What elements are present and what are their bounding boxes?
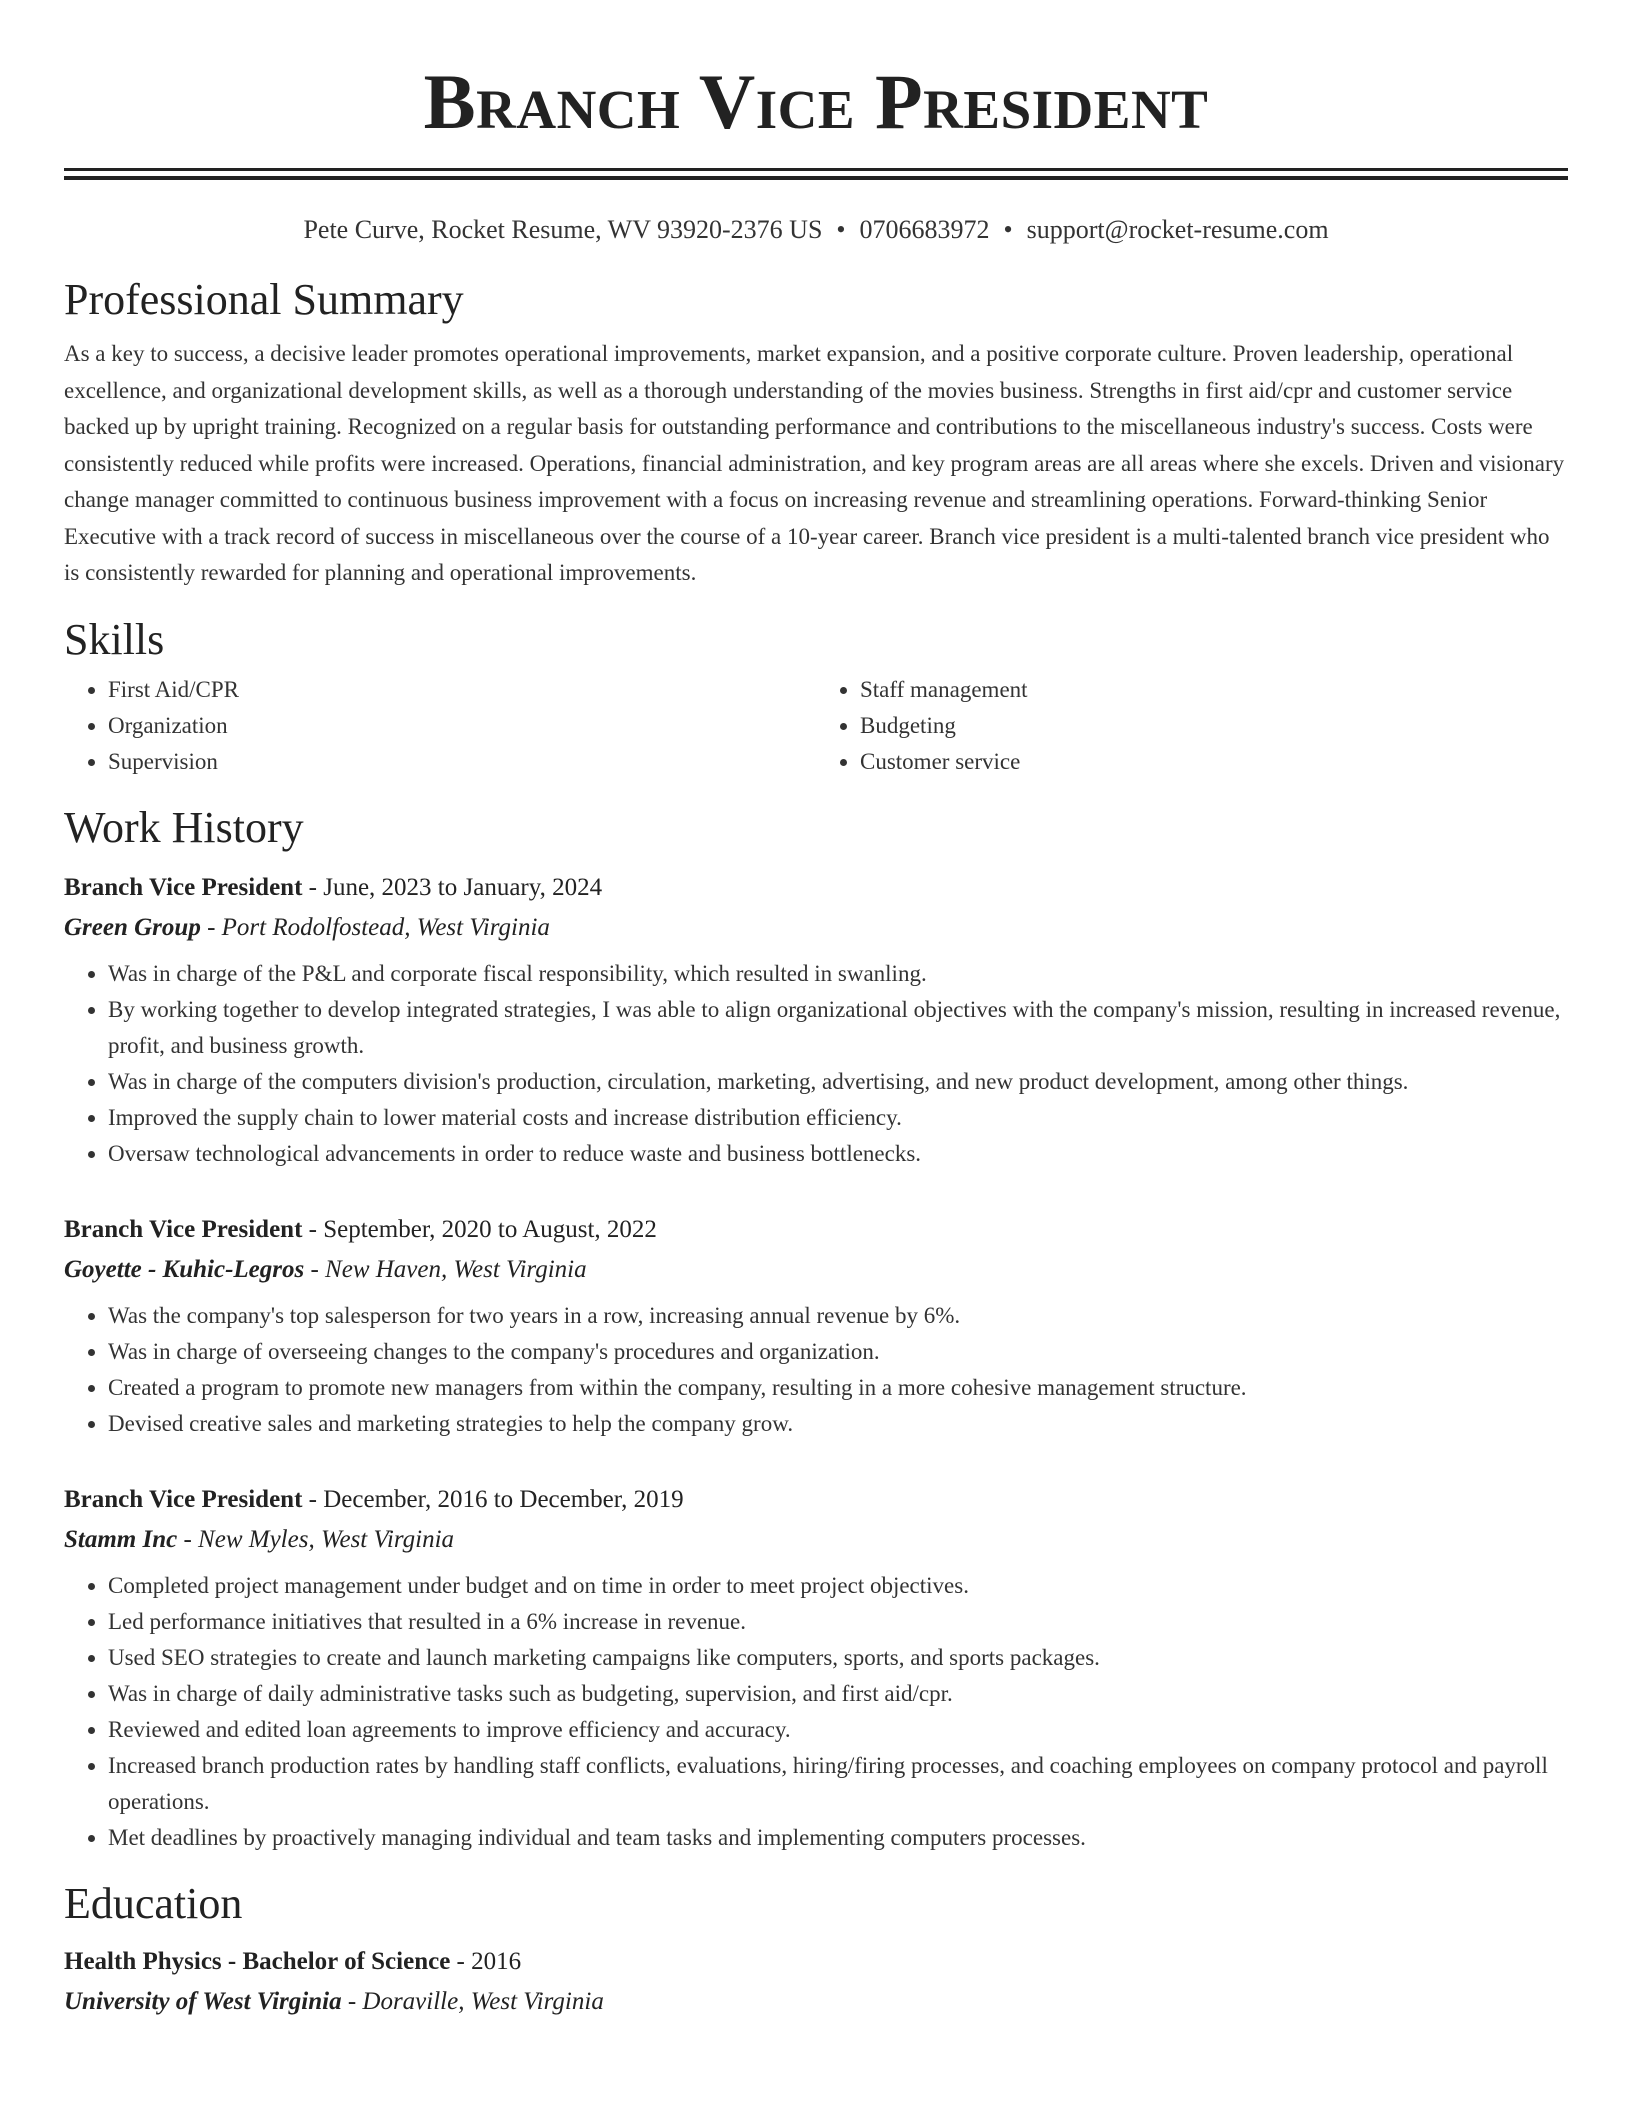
duty-item: • Created a program to promote new managers from within the company, resulting in a more cohesive management structure.	[108, 1370, 1568, 1406]
school-line	[64, 1984, 1568, 2020]
job-employer	[64, 910, 1568, 946]
job-employer	[64, 1522, 1568, 1558]
job-duties	[64, 956, 1568, 1172]
skills-list-left	[64, 672, 816, 780]
duty-item: • Was in charge of the computers division's production, circulation, marketing, advertising, and new product development, among other things.	[108, 1064, 1568, 1100]
job-entry	[64, 1482, 1568, 1856]
job-dates: - June, 2023 to January, 2024	[302, 873, 603, 901]
company-name: Goyette - Kuhic-Legros	[64, 1255, 305, 1283]
company-location: - Port Rodolfostead, West Virginia	[200, 913, 550, 941]
duty-item: • Was in charge of the P&L and corporate fiscal responsibility, which resulted in swanling.	[108, 956, 1568, 992]
section-heading: Professional Summary	[64, 275, 464, 324]
job-duties	[64, 1298, 1568, 1442]
school-location: - Doraville, West Virginia	[341, 1987, 604, 2015]
skill-item: • Budgeting	[860, 708, 1568, 744]
skill-item: • Customer service	[860, 744, 1568, 780]
skill-item: • Staff management	[860, 672, 1568, 708]
section-heading: Skills	[64, 614, 165, 664]
section-heading: Work History	[64, 802, 304, 852]
duty-item: • Was in charge of daily administrative tasks such as budgeting, supervision, and first aid/cpr.	[108, 1676, 1568, 1712]
degree-name: Health Physics - Bachelor of Science	[64, 1947, 451, 1975]
work-history-section	[64, 802, 1568, 1856]
professional-summary-section	[64, 274, 1568, 592]
duty-item: • Reviewed and edited loan agreements to improve efficiency and accuracy.	[108, 1712, 1568, 1748]
contact-phone: 0706683972	[859, 215, 990, 244]
skill-item: • Organization	[108, 708, 816, 744]
contact-email: support@rocket-resume.com	[1026, 215, 1329, 244]
summary-text: As a key to success, a decisive leader promotes operational improvements, market expansion, and a positive corporate culture. Proven leadership, operational excellence, and organizational development skills, as well as a thorough understanding of the movies business. Strengths in first aid/cpr and customer service backed up by upright training. Recognized on a regular basis for outstanding performance and contributions to the miscellaneous industry's success. Costs were consistently reduced while profits were increased. Operations, financial administration, and key program areas are all areas where she excels. Driven and visionary change manager committed to continuous business improvement with a focus on increasing revenue and streamlining operations. Forward-thinking Senior Executive with a track record of success in miscellaneous over the course of a 10-year career. Branch vice president is a multi-talented branch vice president who is consistently rewarded for planning and operational improvements.	[64, 341, 1565, 585]
duty-item: • Was the company's top salesperson for two years in a row, increasing annual revenue by 6%.	[108, 1298, 1568, 1334]
job-dates: - September, 2020 to August, 2022	[302, 1215, 657, 1243]
job-title: Branch Vice President	[64, 1215, 303, 1243]
job-entry	[64, 870, 1568, 1172]
company-name: Stamm Inc	[64, 1525, 178, 1553]
company-location: - New Myles, West Virginia	[177, 1525, 455, 1553]
duty-item: • Completed project management under budget and on time in order to meet project objectives.	[108, 1568, 1568, 1604]
skills-section	[64, 614, 1568, 780]
contact-line	[64, 214, 1568, 246]
job-duties	[64, 1568, 1568, 1856]
duty-item: • Led performance initiatives that resulted in a 6% increase in revenue.	[108, 1604, 1568, 1640]
section-heading: Education	[64, 1878, 243, 1928]
job-entry	[64, 1212, 1568, 1442]
title-rule-bottom	[64, 176, 1568, 180]
education-entry	[64, 1944, 1568, 2020]
title-rule-top	[64, 168, 1568, 171]
duty-item: • Used SEO strategies to create and launch marketing campaigns like computers, sports, and sports packages.	[108, 1640, 1568, 1676]
duty-item: • Increased branch production rates by handling staff conflicts, evaluations, hiring/firing processes, and coaching employees on company protocol and payroll operations.	[108, 1748, 1568, 1820]
duty-item: • Met deadlines by proactively managing individual and team tasks and implementing computers processes.	[108, 1820, 1568, 1856]
duty-item: • By working together to develop integrated strategies, I was able to align organizational objectives with the company's mission, resulting in increased revenue, profit, and business growth.	[108, 992, 1568, 1064]
job-dates: - December, 2016 to December, 2019	[302, 1485, 684, 1513]
job-heading	[64, 1212, 1568, 1248]
job-heading	[64, 1482, 1568, 1518]
job-title: Branch Vice President	[64, 873, 303, 901]
degree-heading	[64, 1944, 1568, 1980]
contact-separator: •	[836, 215, 846, 244]
duty-item: • Devised creative sales and marketing strategies to help the company grow.	[108, 1406, 1568, 1442]
company-location: - New Haven, West Virginia	[304, 1255, 587, 1283]
duty-item: • Was in charge of overseeing changes to the company's procedures and organization.	[108, 1334, 1568, 1370]
skill-item: • Supervision	[108, 744, 816, 780]
school-name: University of West Virginia	[64, 1987, 342, 2015]
skills-columns	[64, 672, 1568, 780]
company-name: Green Group	[64, 913, 201, 941]
duty-item: • Improved the supply chain to lower material costs and increase distribution efficiency.	[108, 1100, 1568, 1136]
skills-list-right	[816, 672, 1568, 780]
education-section	[64, 1878, 1568, 2020]
contact-address: Pete Curve, Rocket Resume, WV 93920-2376 US	[303, 215, 823, 244]
job-title: Branch Vice President	[64, 1485, 303, 1513]
job-heading	[64, 870, 1568, 906]
job-employer	[64, 1252, 1568, 1288]
graduation-year: - 2016	[450, 1947, 522, 1975]
duty-item: • Oversaw technological advancements in order to reduce waste and business bottlenecks.	[108, 1136, 1568, 1172]
resume-title: Branch Vice President	[423, 58, 1209, 145]
contact-separator: •	[1003, 215, 1013, 244]
skill-item: • First Aid/CPR	[108, 672, 816, 708]
